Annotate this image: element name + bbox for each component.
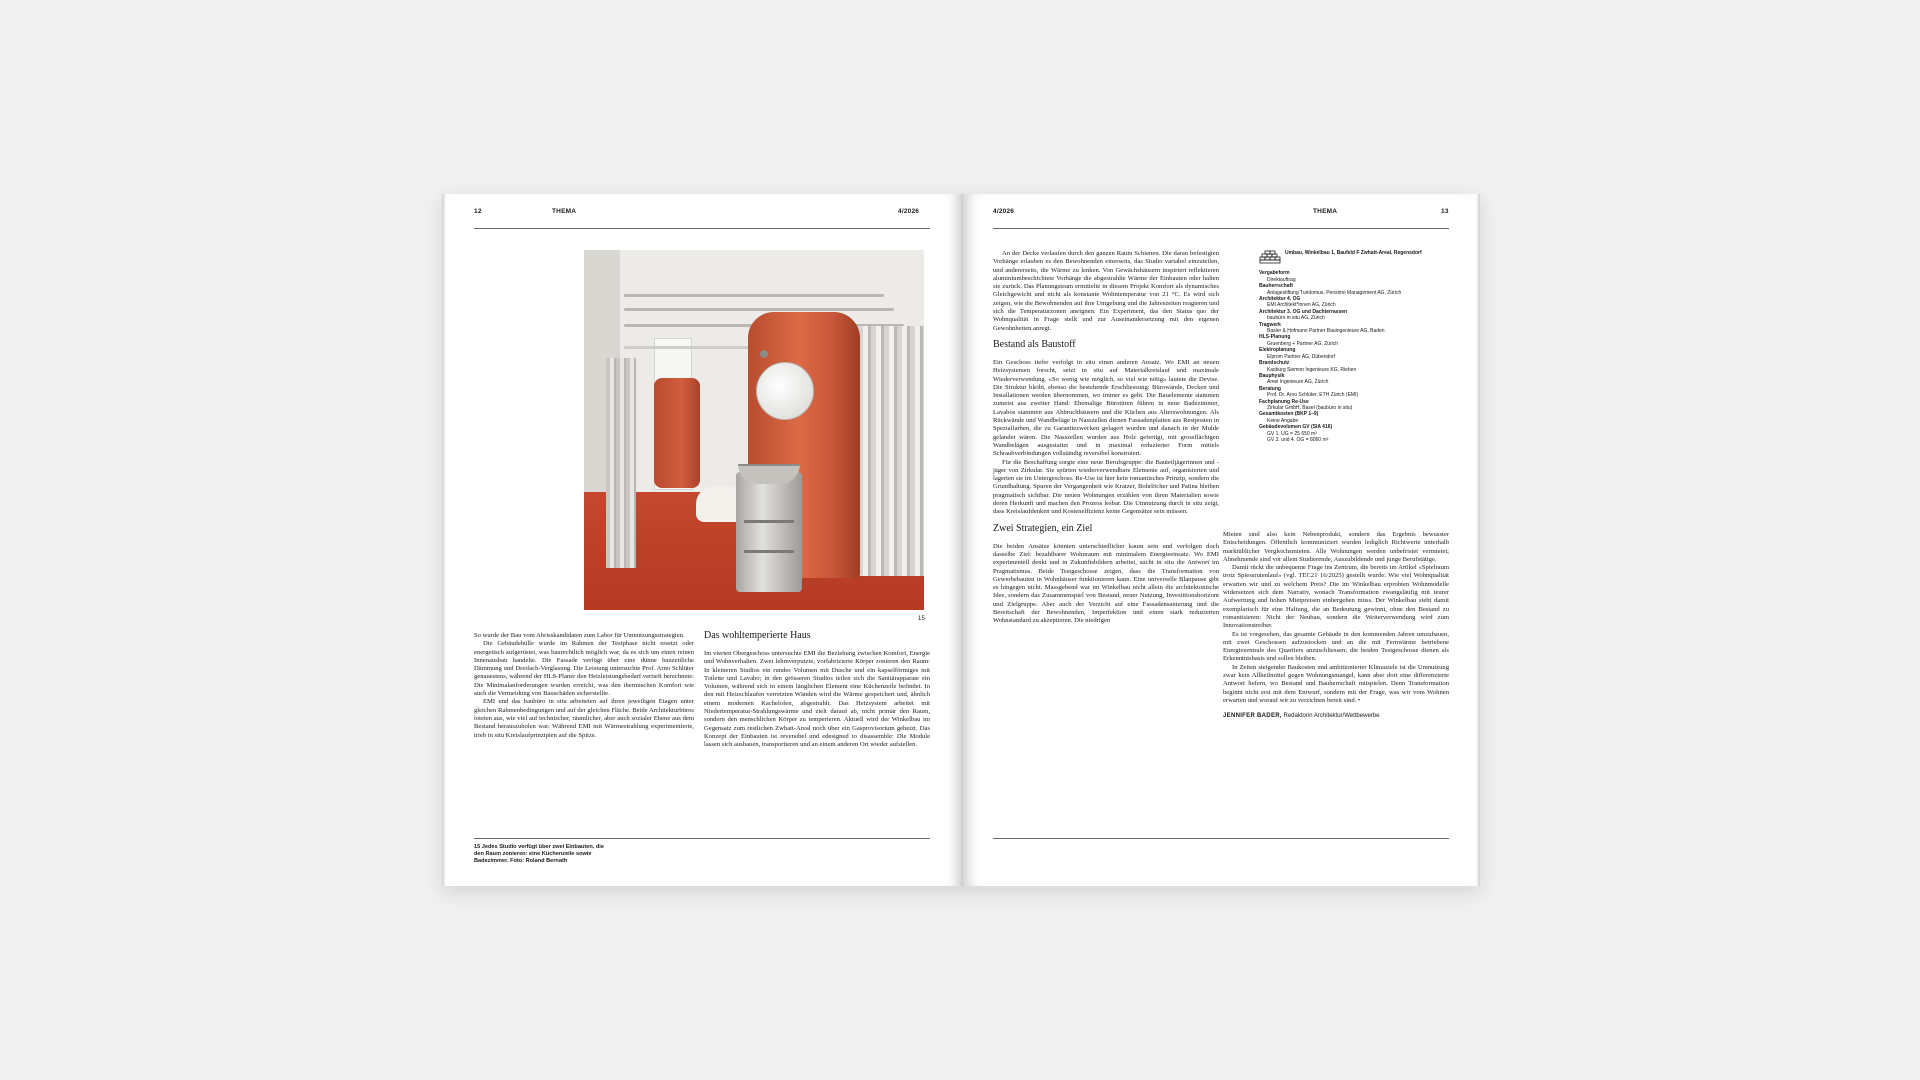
credit-value: EMI Architekt*innen AG, Zürich: [1267, 302, 1336, 309]
credit-item: [1259, 424, 1459, 437]
credits-title: Umbau, Winkelbau 1, Baufeld F Zwhatt-Areal, Regensdorf: [1285, 250, 1422, 256]
left-column-1: [474, 632, 694, 740]
interior-photo: [584, 250, 924, 610]
author-role: Redaktorin Architektur/Wettbewerbe: [1283, 713, 1380, 720]
paragraph: Ein Geschoss tiefer verfolgt in situ einen anderen Ansatz. Wo EMI an neuen Heizsystemen forscht, setzt in situ auf Materialkreislauf und maximale Wiederverwendung. «So wenig wie möglich, so viel wie nötig» lautete die Devise. Die Struktur bleibt, ebenso die bestehende Erschliessung: Bürowände, Decken und Installationen werden übernommen, wo immer es geht. Die Bauelemente stammen zumeist aus zweiter Hand: Ehemalige Bürotüren führen in neue Badezimmer, Lavabos stammen aus Abbruchhäusern und die Küchen aus Alterswohnungen. Als Rückwände und Wandbeläge in Nasszellen dienen Fassadenplatten aus Restposten in Spezialfarben, die zu Garantiezwecken gelagert wurden und danach in der Mulde gelandet wären. Die Nasszellen wurden aus Holz gefertigt, mit grossflächigen Wandbelägen ausgestattet und in maximal reduzierter Form mittels Schraubverbindungen vollständig reversibel konstruiert.: [993, 358, 1219, 458]
section-heading: Bestand als Baustoff: [993, 338, 1076, 350]
credit-item: [1259, 360, 1459, 373]
section-label: THEMA: [1313, 208, 1338, 215]
credit-label: Brandschutz: [1259, 360, 1290, 367]
left-column-2: [704, 630, 930, 750]
section-heading: Zwei Strategien, ein Ziel: [993, 522, 1093, 534]
paragraph: Die beiden Ansätze könnten unterschiedlicher kaum sein und verfolgen doch dasselbe Ziel: bezahlbarer Wohnraum mit minimalem Energieeinsatz. Wo EMI experimentell denkt und in Zukunftsbildern arbeitet, sucht in situ die Antwort im Pragmatismus. Beide Testgeschosse zeigen, dass die Transformation von Gewerbebauten in Wohnhäuser funktionieren kann. Eine universelle Blaupause gibt es hingegen nicht. Massgebend war im Winkelbau nicht allein die architektonische Idee, sondern das Zusammenspiel von Bestand, neuer Nutzung, Investitionshorizont und Zielgruppe. Aber auch der Verzicht auf eine Fassadensanierung und die Bereitschaft der Bewohnenden, Imperfektion und einen stark reduzierten Wohnstandard zu akzeptieren. Die niedrigen: [993, 542, 1219, 625]
paragraph: EMI und das baubüro in situ arbeiteten auf ihren jeweiligen Etagen unter gleichen Rahmenbedingungen und auf der gleichen Fläche. Beide Architekturbüros loteten aus, wie viel auf technischer, räumlicher, aber auch sozialer Ebene aus dem Bestand herauszuholen war. Während EMI mit Wärmestrahlung experimentierte, trieb in situ Kreislaufprinzipien auf die Spitze.: [474, 698, 694, 739]
credit-value: Zirkular GmbH, Basel (baubüro in situ): [1267, 404, 1353, 411]
credit-item: [1259, 270, 1459, 283]
project-credits: [1259, 250, 1459, 443]
photo-caption: 15 Jedes Studio verfügt über zwei Einbauten, die den Raum zonieren: eine Küchenzeile sowie Badezimmer. Foto: Roland Bernath: [474, 844, 604, 864]
credit-value: baubüro in situ AG, Zürich: [1267, 315, 1325, 322]
credit-value: Anlagestiftung Turidomus, Pensimo Management AG, Zürich: [1267, 289, 1402, 296]
credit-item: [1259, 334, 1459, 347]
magazine-spread: [442, 194, 1480, 886]
issue-label: 4/2026: [993, 208, 1015, 215]
section-label: THEMA: [552, 208, 577, 215]
credit-label: Architektur 4. OG: [1259, 296, 1301, 303]
credit-label: Bauherrschaft: [1259, 283, 1293, 290]
header-rule: [474, 228, 930, 229]
paragraph: An der Decke verlaufen durch den ganzen Raum Schienen. Die daran befestigten Vorhänge erlauben es den Bewohnenden einerseits, das Studio variabel einzuteilen, und andererseits, die Wärme zu lenken. Von Gewächshäusern inspiriert reflektieren aluminiumbeschichtete Vorhänge die abgestrahlte Wärme der Einbauten oder halten sie zurück. Das Planungsteam ermittelte in diesem Projekt Komfort als dynamisches Gleichgewicht und nicht als konstante Wohntemperatur von 21 °C. Es wird sich zeigen, wie die Bewohnenden auf ihre Umgebung und die Jahreszeiten reagieren und sich die Temperaturzonen aneignen. Ein Experiment, das den Status quo der Wohnqualität in Frage stellt und zur Auseinandersetzung mit den eigenen Gewohnheiten anregt.: [993, 250, 1219, 332]
credit-value: GV 1. UG = 25 650 m³: [1267, 430, 1317, 437]
credit-value: Gruenberg + Partner AG, Zürich: [1267, 340, 1339, 347]
left-page: [442, 194, 961, 886]
credit-item: [1259, 386, 1459, 399]
credit-item: [1259, 309, 1459, 322]
credit-value: Elprom Partner AG, Dübendorf: [1267, 353, 1336, 360]
paragraph: Die Gebäudehülle wurde im Rahmen der Testphase nicht ersetzt oder energetisch aufgerüstet, was baurechtlich möglich war, da es sich um einen reinen Innenausbau handelte. Die Fassade verfügt über eine dünne bauzeitliche Dämmung und Dreifach-Verglasung. Die Leistung untersuchte Prof. Arno Schlüter genauestens, während der HLS-Planer den Heizleistungsbedarf vertieft berechnete: Die Minimalanforderungen wurden erreicht, was den thermischen Komfort wie auch die Vermeidung von Bauschäden sicherstellte.: [474, 640, 694, 698]
credit-value: Prof. Dr. Arno Schlüter, ETH Zürich (EMI): [1267, 392, 1359, 399]
credit-item: [1259, 411, 1459, 424]
credit-item: [1259, 373, 1459, 386]
credit-label: HLS-Planung: [1259, 334, 1291, 341]
footer-rule: [474, 838, 930, 839]
section-heading: Das wohltemperierte Haus: [704, 630, 811, 641]
footer-rule: [993, 838, 1449, 839]
page-number: 12: [474, 208, 482, 215]
right-page: [961, 194, 1480, 886]
credit-item: [1259, 399, 1459, 412]
credit-label: Gesamtkosten (BKP 1–9): [1259, 411, 1319, 418]
page-number: 13: [1441, 208, 1449, 215]
credits-list: [1259, 270, 1459, 443]
round-mirror: [756, 362, 814, 420]
credit-value: GV 3. und 4. OG = 8060 m³: [1267, 436, 1329, 443]
right-column-1: [993, 250, 1219, 626]
credit-label: Bauphysik: [1259, 372, 1285, 379]
credit-item: [1259, 296, 1459, 309]
credit-label: Tragwerk: [1259, 321, 1281, 328]
paragraph: Damit rückt die unbequeme Frage ins Zentrum, die bereits im Artikel «Spielraum trotz Spiessrutenlauf» (vgl. TEC21 16/2025) gestellt wurde: Wie viel Wohnqualität erwarten wir und zu welchem Preis? Die im Winkelbau erprobten Wohnmodelle widersetzen sich dem Narrativ, wonach Transformation zwangsläufig mit teurer Aufwertung und hohen Mietpreisen einhergehen muss. Der Winkelbau steht damit exemplarisch für eine Haltung, die an Bedeutung gewinnt, ohne den Bestand zu romantisieren: Nicht der Neubau, sondern die Weiterverwendung wird zum Innovationstreiber.: [1223, 564, 1449, 630]
credit-value: Kasburg Siemon Ingenieure KG, Riehen: [1267, 366, 1357, 373]
photo-number: 15: [918, 616, 926, 622]
header-rule: [993, 228, 1449, 229]
paragraph: Mieten sind also kein Nebenprodukt, sondern das Ergebnis bewusster Entscheidungen. Öffentlich kommuniziert wurden lediglich Richtwerte unterhalb marktüblicher Vergleichsmieten. Alle Wohnungen werden unbefristet vermietet; Abnehmende sind vor allem Studierende, Auszubildende und junge Berufstätige.: [1223, 531, 1449, 563]
paragraph: So wurde der Bau vom Abrisskandidaten zum Labor für Umnutzungsstrategien.: [474, 632, 685, 639]
issue-label: 4/2026: [898, 208, 920, 215]
credit-item: [1259, 437, 1459, 443]
credit-item: [1259, 322, 1459, 335]
credit-value: Direktauftrag: [1267, 276, 1296, 283]
credit-label: Vergabeform: [1259, 270, 1290, 277]
credit-label: Gebäudevolumen GV (SIA 416): [1259, 424, 1333, 431]
paragraph: Für die Beschaffung sorgte eine neue Berufsgruppe: die Bauteiljägerinnen und -jäger von Zirkular. Sie spürten wiederverwendbare Elemente auf, organisierten und lagerten sie im Untergeschoss. Re-Use ist hier kein romantisches Prinzip, sondern die Grundhaltung. Spuren der Vergangenheit wie Kratzer, Bohrlöcher und Patina bleiben pragmatisch sichtbar. Die neuen Wohnungen erzählen von ihren Materialien sowie deren Herkunft und machen den Prozess lesbar. Die Umnutzung durch in situ zeigt, dass Kreislaufdenken und Kosteneffizienz keine Gegensätze sein müssen.: [993, 458, 1219, 516]
credit-item: [1259, 347, 1459, 360]
author-name: JENNIFER BADER,: [1223, 713, 1282, 720]
right-column-2: [1223, 531, 1449, 721]
paragraph: Im vierten Obergeschoss untersuchte EMI die Beziehung zwischen Komfort, Energie und Wohnverhalten. Zwei lehmverputzte, vorfabrizierte Körper zonieren den Raum: In kleineren Studios ein rundes Volumen mit Dusche und ein kapselförmiges mit Toilette und Lavabo; in den grösseren Studios teilen sich die Sanitärapparate ein Volumen, während sich in einem länglichen Element eine Küchenzeile befindet. In den mit Heizschlaufen verretzten Wänden wird die Wärme gespeichert und, ähnlich einem modernen Kachelofen, abgestrahlt. Das Heizsystem arbeitet mit Niedertemperatur-Strahlungswärme und zielt darauf ab, nicht primär den Raum, sondern den menschlichen Körper zu temperieren. Aktuell wird der Winkelbau im Gegensatz zum restlichen Zwhatt-Areal noch über ein Gasprovisorium geheizt. Das Konzept der Einbauten ist reversibel und edesigned to disassemble: Die Module lassen sich ausbauen, transportieren und an einem anderen Ort wieder aufstellen.: [704, 650, 930, 749]
building-icon: [1259, 250, 1281, 264]
credit-item: [1259, 283, 1459, 296]
paragraph: Es ist vorgesehen, das gesamte Gebäude in den kommenden Jahren umzubauen, mit zwei Geschossen aufzustocken und an die mit Fernwärme betriebene Energiezentrale des Quartiers anzuschliessen; die beiden Testgeschosse dienen als Erkenntnisbasis und sollen bleiben.: [1223, 630, 1449, 663]
credit-label: Beratung: [1259, 385, 1281, 392]
credit-value: Amei Ingenieure AG, Zürich: [1267, 379, 1329, 386]
author-line: [1223, 712, 1449, 720]
credit-label: Fachplanung Re-Use: [1259, 398, 1309, 405]
credit-label: Architektur 3. OG und Dachterrassen: [1259, 308, 1348, 315]
credit-value: Keine Angabe: [1267, 417, 1299, 424]
credit-label: Elektroplanung: [1259, 347, 1296, 354]
paragraph: In Zeiten steigender Baukosten und ambitionierter Klimaziele ist die Umnutzung zwar kein Allheilmittel gegen Wohnungsmangel, kann aber dort eine differenzierte Antwort liefern, wo Bestand und Bauherrschaft mitspielen. Denn Transformation beginnt nicht erst mit dem Entwurf, sondern mit der Frage, was wir vom Wohnen erwarten und worauf wir zu verzichten bereit sind. •: [1223, 663, 1449, 704]
credit-value: Basler & Hofmann Partner Bauingenieure AG, Baden: [1267, 328, 1385, 335]
